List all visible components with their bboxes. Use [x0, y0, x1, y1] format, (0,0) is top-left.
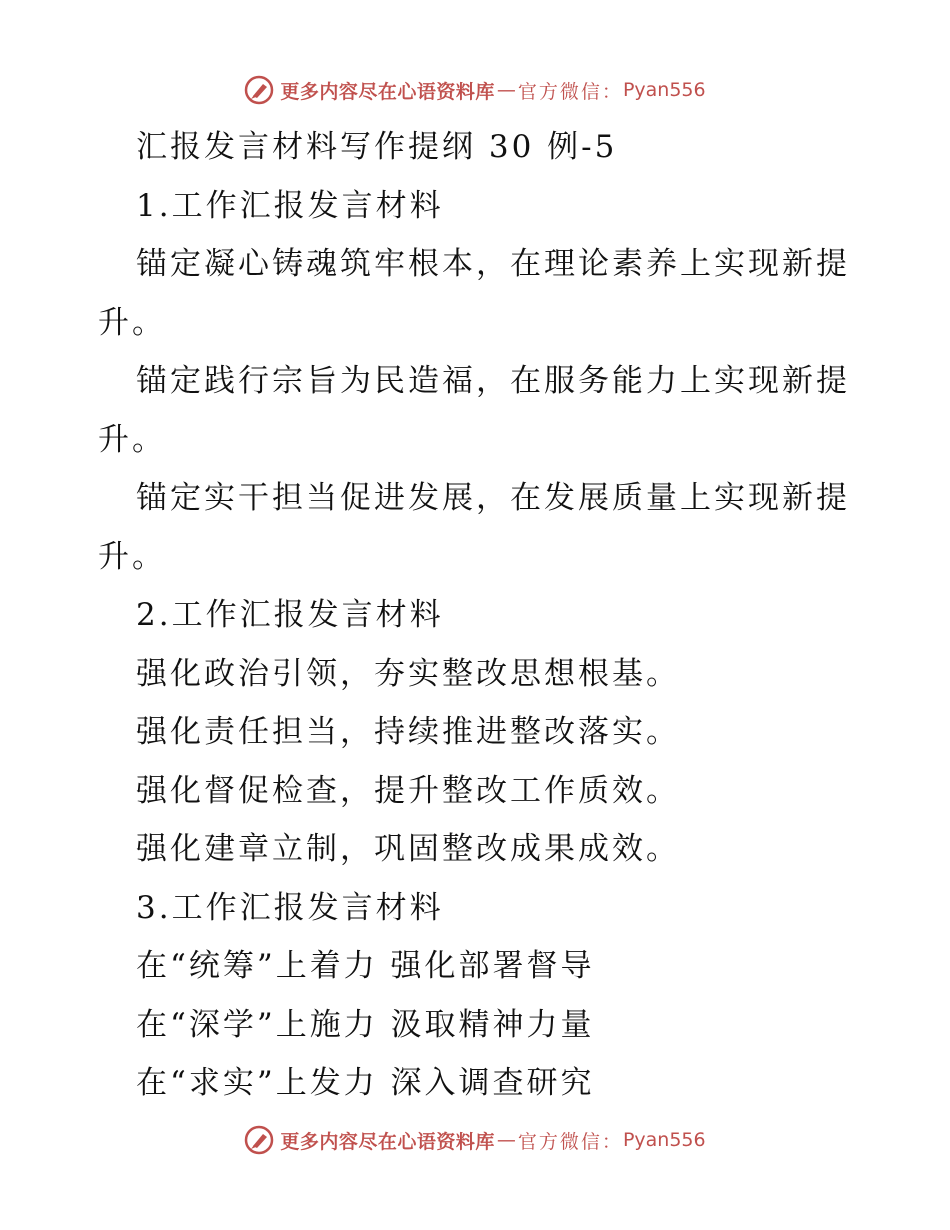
section-heading-2: 2.工作汇报发言材料	[136, 597, 444, 633]
paragraph-line: 在“统筹”上着力 强化部署督导	[136, 948, 595, 984]
header-banner	[0, 70, 950, 110]
banner-text: 更多内容尽在心语资料库	[280, 1130, 495, 1153]
banner-separator: —	[496, 79, 516, 101]
paragraph-line: 强化督促检查，提升整改工作质效。	[136, 772, 680, 809]
paragraph-line: 锚定凝心铸魂筑牢根本，在理论素养上实现新提	[136, 246, 850, 282]
pen-nib-logo-icon	[244, 1125, 274, 1155]
paragraph-line: 锚定实干担当促进发展，在发展质量上实现新提	[136, 480, 850, 516]
banner-wechat-id: Pyan556	[622, 79, 706, 101]
paragraph-line: 升。	[98, 304, 166, 341]
section-heading-3: 3.工作汇报发言材料	[136, 889, 444, 926]
paragraph-line: 升。	[98, 421, 166, 458]
paragraph-line: 强化政治引领，夯实整改思想根基。	[136, 655, 680, 692]
paragraph-line: 在“深学”上施力 汲取精神力量	[136, 1006, 595, 1043]
paragraph-line: 锚定践行宗旨为民造福，在服务能力上实现新提	[136, 363, 850, 399]
paragraph-line: 强化责任担当，持续推进整改落实。	[136, 714, 680, 750]
paragraph-line: 在“求实”上发力 深入调查研究	[136, 1065, 595, 1101]
banner-official-label: 官方微信：	[517, 80, 623, 103]
banner-wechat-id: Pyan556	[622, 1129, 706, 1151]
document-title: 汇报发言材料写作提纲 30 例-5	[136, 129, 618, 165]
banner-text: 更多内容尽在心语资料库	[280, 80, 495, 103]
footer-banner	[0, 1120, 950, 1160]
paragraph-line: 升。	[98, 538, 166, 575]
banner-separator: —	[496, 1129, 516, 1151]
section-heading-1: 1.工作汇报发言材料	[136, 187, 444, 224]
document-body	[98, 118, 858, 1113]
banner-official-label: 官方微信：	[517, 1130, 623, 1153]
pen-nib-logo-icon	[244, 75, 274, 105]
paragraph-line: 强化建章立制，巩固整改成果成效。	[136, 831, 680, 867]
